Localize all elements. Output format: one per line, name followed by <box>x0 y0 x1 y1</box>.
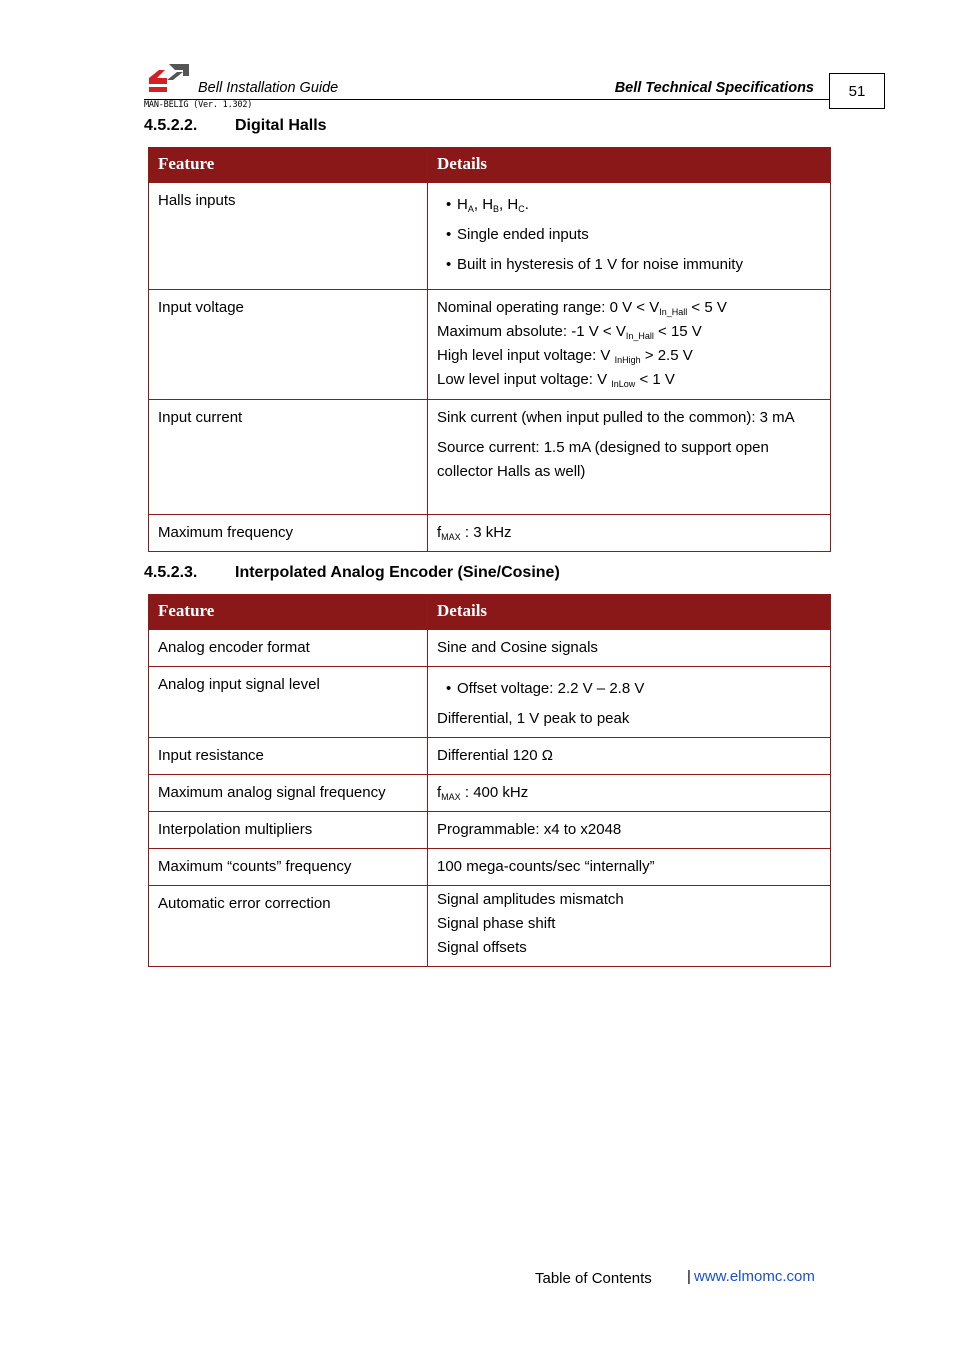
table-row <box>149 400 831 515</box>
website-link[interactable]: www.elmomc.com <box>694 1268 815 1285</box>
detail-line: Signal phase shift <box>437 915 556 932</box>
column-header-feature: Feature <box>149 148 428 183</box>
detail-line: Nominal operating range: 0 $V < V_{In\_Hall} < 5$ V <box>437 299 727 317</box>
table-row <box>149 812 831 849</box>
feature-cell: Maximum analog signal frequency <box>149 775 428 812</box>
section-heading-digital-halls <box>144 117 327 135</box>
details-cell: Sine and Cosine signals <box>428 630 831 667</box>
table-row <box>149 515 831 552</box>
details-cell: $f_{MAX}$ : 400 kHz <box>428 775 831 812</box>
feature-cell: Input resistance <box>149 738 428 775</box>
feature-cell: Analog input signal level <box>149 667 428 738</box>
detail-line: Signal offsets <box>437 939 527 956</box>
feature-cell: Input current <box>149 400 428 515</box>
analog-encoder-table <box>148 594 831 967</box>
detail-line: High level input voltage: V $_{InHigh}$ > 2.5 V <box>437 347 693 365</box>
details-cell: 100 mega-counts/sec “internally” <box>428 849 831 886</box>
table-row <box>149 183 831 290</box>
section-number: 4.5.2.3. <box>144 564 198 581</box>
detail-line: Low level input voltage: V $_{InLow}$ < 1 V <box>437 371 675 389</box>
details-cell <box>428 400 831 515</box>
table-header-row <box>149 595 831 630</box>
section-heading-analog-encoder <box>144 564 560 582</box>
feature-cell: Maximum “counts” frequency <box>149 849 428 886</box>
page-number: 51 <box>829 73 885 109</box>
details-cell: Differential 120 Ω <box>428 738 831 775</box>
table-row <box>149 849 831 886</box>
detail-line: Signal amplitudes mismatch <box>437 891 624 908</box>
feature-cell: Halls inputs <box>149 183 428 290</box>
table-row <box>149 886 831 967</box>
feature-cell: Maximum frequency <box>149 515 428 552</box>
list-item: • Built in hysteresis of 1 V for noise immunity <box>437 253 822 277</box>
detail-paragraph: Source current: 1.5 mA (designed to support open collector Halls as well) <box>437 439 769 480</box>
list-item: • $H_A$, $H_B$, $H_C$. <box>437 193 822 217</box>
detail-paragraph: Sink current (when input pulled to the common): 3 mA <box>437 409 795 426</box>
feature-cell: Interpolation multipliers <box>149 812 428 849</box>
details-cell: $f_{MAX}$ : 3 kHz <box>428 515 831 552</box>
section-heading-text: Interpolated Analog Encoder (Sine/Cosine) <box>235 564 560 581</box>
digital-halls-table <box>148 147 831 552</box>
table-row <box>149 738 831 775</box>
section-title: Bell Technical Specifications <box>614 80 814 96</box>
document-title: Bell Installation Guide <box>198 80 339 96</box>
column-header-details: Details <box>428 595 831 630</box>
table-row <box>149 290 831 400</box>
details-cell: Programmable: x4 to x2048 <box>428 812 831 849</box>
footer-separator: | <box>687 1268 691 1285</box>
column-header-details: Details <box>428 148 831 183</box>
details-cell <box>428 183 831 290</box>
version-label: MAN-BELIG (Ver. 1.302) <box>144 100 253 110</box>
table-row <box>149 667 831 738</box>
column-header-feature: Feature <box>149 595 428 630</box>
section-number: 4.5.2.2. <box>144 117 198 134</box>
details-cell <box>428 290 831 400</box>
feature-cell: Analog encoder format <box>149 630 428 667</box>
table-header-row <box>149 148 831 183</box>
section-heading-text: Digital Halls <box>235 117 327 134</box>
details-cell <box>428 886 831 967</box>
table-of-contents-link[interactable]: Table of Contents <box>535 1270 652 1287</box>
table-row <box>149 775 831 812</box>
list-item: • Single ended inputs <box>437 223 822 247</box>
detail-line: Differential, 1 V peak to peak <box>437 710 630 727</box>
detail-line: Maximum absolute: -1 $V < V_{In\_Hall} < 15$ V <box>437 323 702 341</box>
elmo-logo <box>147 62 191 94</box>
table-row <box>149 630 831 667</box>
feature-cell: Input voltage <box>149 290 428 400</box>
details-cell <box>428 667 831 738</box>
feature-cell: Automatic error correction <box>149 886 428 967</box>
list-item: • Offset voltage: 2.2 V – 2.8 V <box>437 677 822 701</box>
